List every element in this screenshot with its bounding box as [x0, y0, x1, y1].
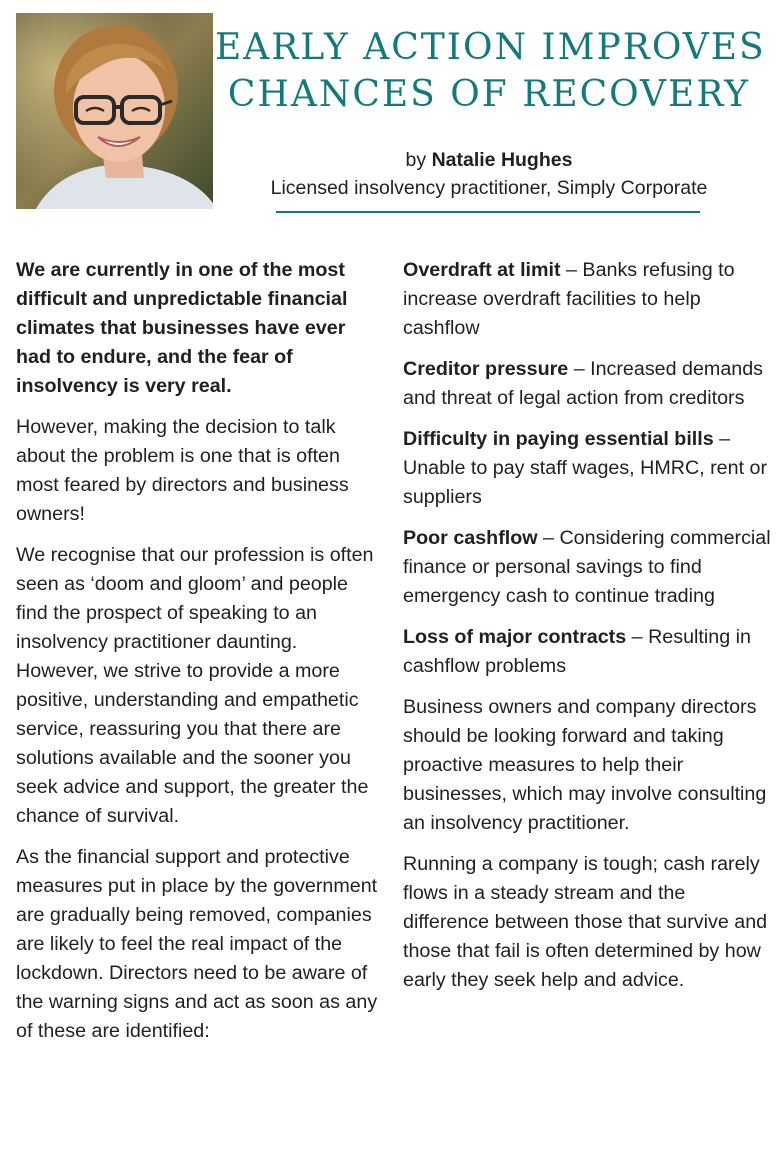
warning-sign-item: [403, 524, 771, 611]
warning-sign-text: – Considering commercial finance or personal savings to find emergency cash to continue trading: [403, 527, 771, 607]
warning-sign-heading: Overdraft at limit: [403, 259, 561, 281]
header-divider: [276, 211, 700, 213]
warning-sign-item: [403, 256, 771, 343]
warning-sign-heading: Poor cashflow: [403, 527, 538, 549]
warning-sign-item: [403, 355, 771, 413]
warning-sign-text: – Unable to pay staff wages, HMRC, rent or suppliers: [403, 428, 768, 508]
warning-sign-text: – Banks refusing to increase overdraft facilities to help cashflow: [403, 259, 735, 339]
author-name: Natalie Hughes: [431, 149, 573, 171]
warning-sign-heading: Difficulty in paying essential bills: [403, 428, 714, 450]
byline: [215, 146, 763, 202]
by-prefix: by: [405, 149, 427, 171]
warning-sign-text: – Increased demands and threat of legal action from creditors: [403, 358, 764, 409]
warning-sign-item: [403, 623, 771, 681]
right-column: [403, 256, 771, 1007]
body-paragraph: However, making the decision to talk about the problem is one that is often most feared by directors and business owners!: [16, 416, 349, 525]
byline-author-row: [215, 146, 763, 174]
body-paragraph: Business owners and company directors should be looking forward and taking proactive measures to help their businesses, which may involve consulting an insolvency practitioner.: [403, 696, 767, 834]
warning-sign-item: [403, 425, 771, 512]
title-line-2: CHANCES OF RECOVERY: [227, 74, 751, 115]
lead-paragraph: We are currently in one of the most difficult and unpredictable financial climates that businesses have ever had to endure, and the fear of insolvency is very real.: [16, 259, 348, 397]
author-role: Licensed insolvency practitioner, Simply Corporate: [270, 177, 708, 199]
warning-sign-heading: Creditor pressure: [403, 358, 569, 380]
author-photo: [16, 13, 213, 209]
left-column: [16, 256, 380, 1058]
warning-sign-text: – Resulting in cashflow problems: [403, 626, 751, 677]
body-paragraph: Running a company is tough; cash rarely flows in a steady stream and the difference between those that survive and those that fail is often determined by how early they seek help and advice.: [403, 853, 768, 991]
article-title: [215, 24, 766, 118]
body-paragraph: We recognise that our profession is often seen as ‘doom and gloom’ and people find the prospect of speaking to an insolvency practitioner daunting. However, we strive to provide a more positive, understanding and empathetic service, reassuring you that there are solutions available and the sooner you seek advice and support, the greater the chance of survival.: [16, 544, 374, 827]
body-paragraph: As the financial support and protective measures put in place by the government are gradually being removed, companies are likely to feel the real impact of the lockdown. Directors need to be aware of the warning signs and act as soon as any of these are identified:: [16, 846, 378, 1042]
author-portrait-icon: [16, 13, 213, 209]
warning-sign-heading: Loss of major contracts: [403, 626, 627, 648]
title-line-1: EARLY ACTION IMPROVES: [215, 27, 766, 68]
